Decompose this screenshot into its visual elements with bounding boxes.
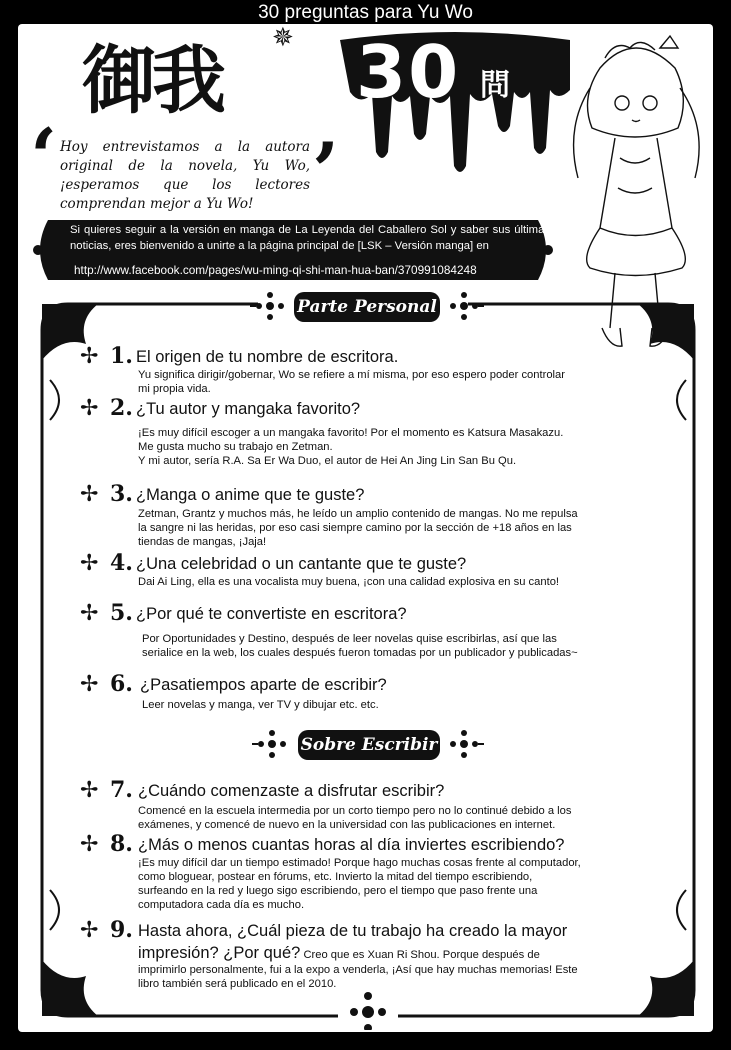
question-answer-line: ¡Es muy difícil escoger a un mangaka favorito! Por el momento es Katsura Masakazu. bbox=[138, 427, 564, 439]
question-number: 5. bbox=[110, 600, 133, 626]
notice-text: Si quieres seguir a la versión en manga de La Leyenda del Caballero Sol y saber sus últimas noticias, eres bienvenido a unirte a la página principal de [LSK – Versión manga] en bbox=[70, 224, 550, 252]
question-number: 7. bbox=[110, 777, 133, 803]
question-title: ¿Una celebridad o un cantante que te guste? bbox=[136, 555, 467, 573]
fleur-ornament-icon bbox=[444, 290, 484, 322]
question-answer-line: como bloguear, postear en fórums, etc. Invierto la mitad del tiempo escribiendo, bbox=[138, 871, 533, 883]
ornate-cross-icon: ✢ bbox=[80, 551, 99, 576]
question-number: 1. bbox=[110, 343, 133, 369]
fleur-ornament-icon bbox=[252, 728, 292, 760]
ornate-cross-icon: ✢ bbox=[80, 482, 99, 507]
logo-kanji: 御我 bbox=[82, 38, 222, 124]
notice-url[interactable]: http://www.facebook.com/pages/wu-ming-qi-shi-man-hua-ban/370991084248 bbox=[74, 263, 477, 277]
fleur-ornament-icon bbox=[444, 728, 484, 760]
question-answer-line: Me gusta mucho su trabajo en Zetman. bbox=[138, 441, 333, 453]
question-title: ¿Pasatiempos aparte de escribir? bbox=[140, 676, 387, 694]
ornate-cross-icon: ✢ bbox=[80, 918, 99, 943]
question-answer-line: libro también será publicado en el 2010. bbox=[138, 978, 337, 990]
question-answer-line: imprimirlo personalmente, fui a la expo a venderla, ¡Así que hay muchas memorias! Este bbox=[138, 964, 578, 976]
question-answer-line: computadora cada día es mucho. bbox=[138, 899, 305, 911]
question-number: 6. bbox=[110, 671, 133, 697]
question-number: 3. bbox=[110, 481, 133, 507]
fleur-ornament-icon bbox=[250, 290, 290, 322]
ornate-cross-icon: ✢ bbox=[80, 344, 99, 369]
question-title: ¿Cuándo comenzaste a disfrutar escribir? bbox=[138, 782, 445, 800]
question-answer-line: ¡Es muy difícil dar un tiempo estimado! Porque hago muchas cosas frente al computador, bbox=[138, 857, 581, 869]
star-icon: ✵ bbox=[272, 22, 294, 52]
badge-kanji: 問 bbox=[480, 68, 510, 103]
question-title: ¿Tu autor y mangaka favorito? bbox=[136, 400, 361, 418]
question-answer-line: serialice en la web, los cuales después fueron tomadas por un publicador y publicadas~ bbox=[142, 647, 578, 659]
question-title: ¿Manga o anime que te guste? bbox=[136, 486, 365, 504]
question-answer-inline: Creo que es Xuan Ri Shou. Porque después de bbox=[300, 949, 540, 961]
question-title-line2: impresión? ¿Por qué? bbox=[138, 944, 301, 962]
question-number: 2. bbox=[110, 395, 133, 421]
question-answer-line: la sangre ni las heridas, por eso casi siempre camino por la sección de +18 años en las bbox=[138, 522, 572, 534]
question-answer-line: exámenes, y comencé de nuevo en la universidad con las publicaciones en internet. bbox=[138, 819, 556, 831]
ornate-cross-icon: ✢ bbox=[80, 672, 99, 697]
question-title: Hasta ahora, ¿Cuál pieza de tu trabajo ha creado la mayor bbox=[138, 922, 568, 940]
ornate-cross-icon: ✢ bbox=[80, 832, 99, 857]
question-answer-line: tiendas de mangas, ¡Jaja! bbox=[138, 536, 267, 548]
page-title: 30 preguntas para Yu Wo bbox=[258, 2, 473, 23]
question-answer-line: mi propia vida. bbox=[138, 383, 211, 395]
ornate-cross-icon: ✢ bbox=[80, 601, 99, 626]
ornate-cross-icon: ✢ bbox=[80, 778, 99, 803]
section-header-personal: Parte Personal bbox=[294, 292, 440, 322]
question-title: ¿Por qué te convertiste en escritora? bbox=[136, 605, 407, 623]
question-answer-line: Leer novelas y manga, ver TV y dibujar etc. etc. bbox=[142, 699, 379, 711]
ornate-cross-icon: ✢ bbox=[80, 396, 99, 421]
question-answer-line: Yu significa dirigir/gobernar, Wo se refiere a mí misma, por eso espero poder controlar bbox=[138, 369, 565, 381]
badge-number: 30 bbox=[356, 30, 461, 114]
close-quote-mark: ’ bbox=[312, 126, 340, 217]
question-number: 4. bbox=[110, 550, 133, 576]
question-number: 9. bbox=[110, 917, 133, 943]
open-quote-mark: ‘ bbox=[30, 112, 58, 203]
section-header-writing: Sobre Escribir bbox=[298, 730, 440, 760]
question-answer-line: Dai Ai Ling, ella es una vocalista muy buena, ¡con una calidad explosiva en su canto! bbox=[138, 576, 560, 588]
question-number: 8. bbox=[110, 831, 133, 857]
question-answer-line: Por Oportunidades y Destino, después de leer novelas quise escribirlas, así que las bbox=[142, 633, 557, 645]
intro-quote: Hoy entrevistamos a la autora original de la novela, Yu Wo, ¡esperamos que los lectores comprendan mejor a Yu Wo! bbox=[60, 139, 310, 212]
question-answer-line: Y mi autor, sería R.A. Sa Er Wa Duo, el autor de Hei An Jing Lin San Bu Qu. bbox=[138, 455, 517, 467]
question-answer-line: Comencé en la escuela intermedia por un corto tiempo pero no lo continué debido a los bbox=[138, 805, 572, 817]
question-title: ¿Más o menos cuantas horas al día inviertes escribiendo? bbox=[138, 836, 565, 854]
question-answer-line: surfeando en la red y luego sigo escribiendo, pero el tiempo que paso frente una bbox=[138, 885, 538, 897]
question-answer-line: Zetman, Grantz y muchos más, he leído un amplio contenido de mangas. No me repulsa bbox=[138, 508, 578, 520]
question-title: El origen de tu nombre de escritora. bbox=[136, 348, 399, 366]
